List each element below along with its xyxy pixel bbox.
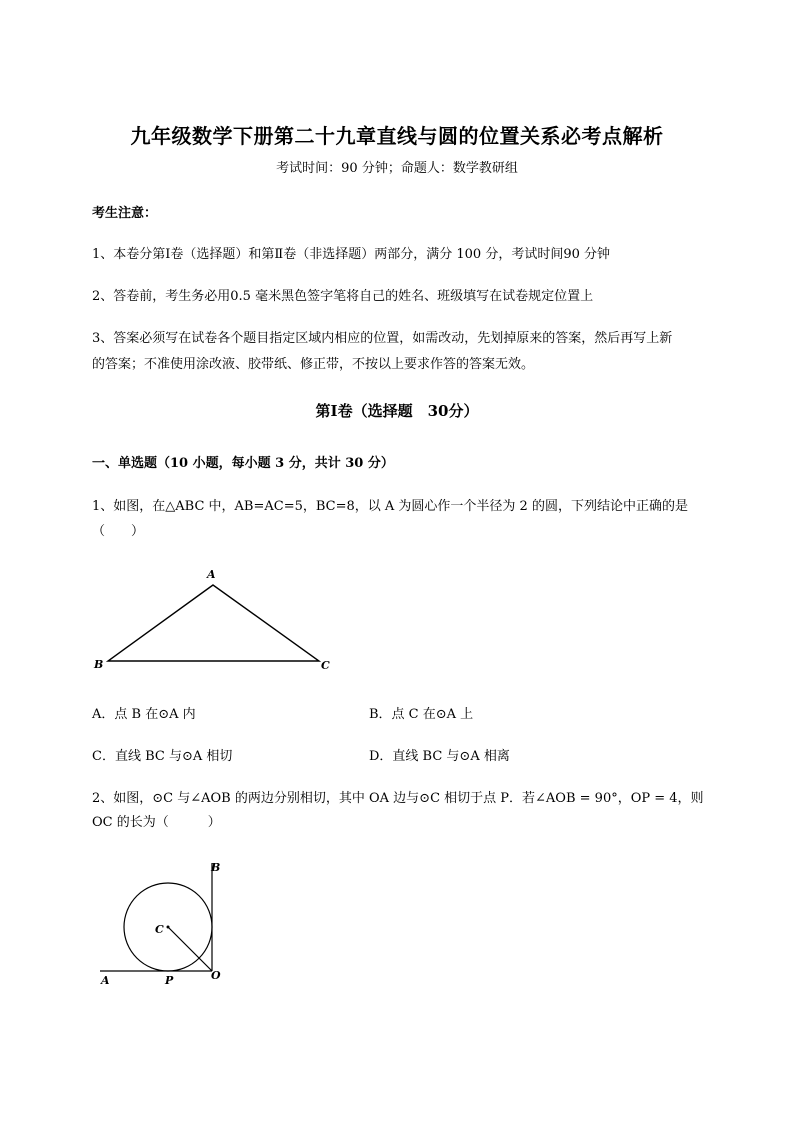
q1-option-d[interactable]: D．直线 BC 与⊙A 相离 bbox=[369, 749, 510, 764]
notice-item-3-cont: 的答案；不准使用涂改液、胶带纸、修正带，不按以上要求作答的答案无效。 bbox=[92, 357, 535, 372]
q1-triangle-figure bbox=[85, 560, 345, 680]
notice-item-2: 2、答卷前，考生务必用0.5 毫米黑色签字笔将自己的姓名、班级填写在试卷规定位置上 bbox=[92, 289, 594, 304]
part1-title: 第Ⅰ卷（选择题 30分） bbox=[315, 402, 479, 420]
label-p: P bbox=[165, 974, 174, 987]
q2-circle-figure bbox=[95, 855, 235, 995]
notice-heading: 考生注意： bbox=[92, 206, 158, 221]
triangle-abc bbox=[108, 585, 319, 661]
page-title: 九年级数学下册第二十九章直线与圆的位置关系必考点解析 bbox=[130, 124, 664, 148]
notice-item-3: 3、答案必须写在试卷各个题目指定区域内相应的位置，如需改动，先划掉原来的答案，然后再写上新 bbox=[92, 331, 673, 346]
label-b: B bbox=[94, 658, 104, 671]
notice-item-1: 1、本卷分第Ⅰ卷（选择题）和第Ⅱ卷（非选择题）两部分，满分 100 分，考试时间90 分钟 bbox=[92, 247, 610, 262]
label-o: O bbox=[211, 969, 221, 982]
q1-option-c[interactable]: C．直线 BC 与⊙A 相切 bbox=[92, 749, 233, 764]
section-heading: 一、单选题（10 小题，每小题 3 分，共计 30 分） bbox=[92, 456, 394, 471]
q1-stem: 1、如图，在△ABC 中，AB=AC=5，BC=8，以 A 为圆心作一个半径为 2 的圆，下列结论中正确的是 bbox=[92, 499, 688, 514]
label-b2: B bbox=[211, 861, 221, 874]
label-a2: A bbox=[101, 974, 110, 987]
q1-option-a[interactable]: A．点 B 在⊙A 内 bbox=[92, 707, 196, 722]
q1-option-b[interactable]: B．点 C 在⊙A 上 bbox=[369, 707, 474, 722]
label-c2: C bbox=[155, 923, 164, 936]
segment-oc bbox=[168, 927, 212, 971]
q1-stem-cont: （ ） bbox=[92, 524, 145, 539]
center-point bbox=[167, 926, 170, 929]
exam-info: 考试时间：90 分钟；命题人：数学教研组 bbox=[276, 161, 518, 176]
q2-stem: 2、如图，⊙C 与∠AOB 的两边分别相切，其中 OA 边与⊙C 相切于点 P．若∠AOB = 90°，OP = 4，则 bbox=[92, 791, 704, 806]
label-a: A bbox=[207, 568, 216, 581]
label-c: C bbox=[321, 659, 330, 672]
q2-stem-cont: OC 的长为（ ） bbox=[92, 815, 221, 830]
